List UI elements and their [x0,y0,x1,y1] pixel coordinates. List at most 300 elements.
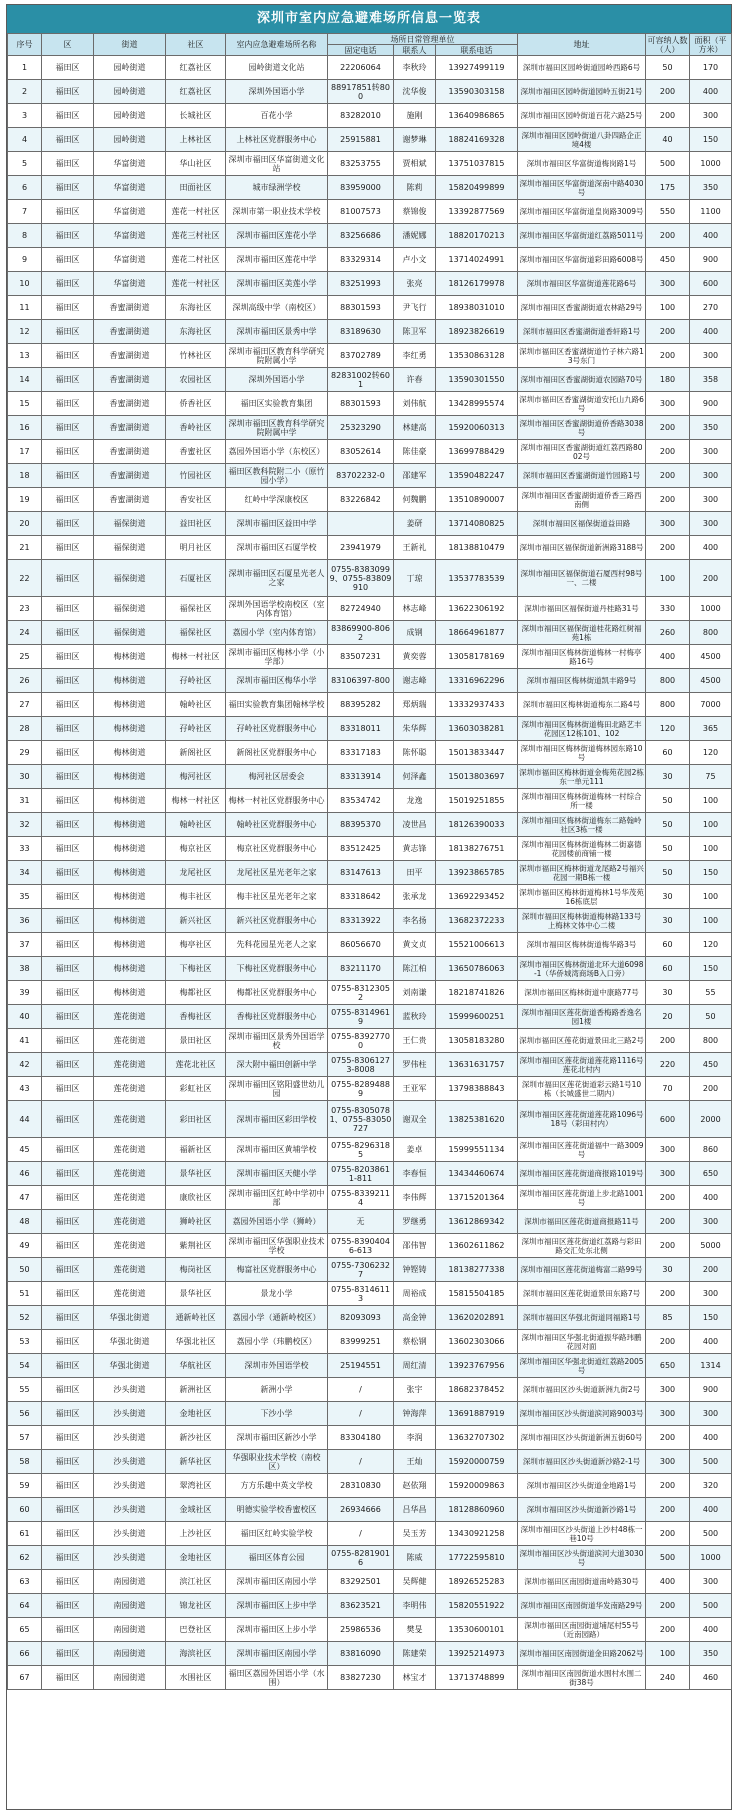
cell-shelter-name: 先科花园星光老人之家 [226,933,328,957]
cell-contact: 丁琼 [394,560,436,597]
table-row [8,693,732,717]
cell-mobile: 13058183280 [436,1029,518,1053]
cell-district: 福田区 [42,909,94,933]
cell-mobile: 13590303158 [436,80,518,104]
table-row [8,885,732,909]
cell-district: 福田区 [42,1642,94,1666]
cell-address: 深圳市福田区沙头街道滨河路9003号 [518,1402,646,1426]
cell-community: 孖岭社区 [166,669,226,693]
cell-area: 75 [690,765,732,789]
table-row [8,1077,732,1101]
cell-capacity: 200 [646,464,690,488]
cell-community: 上林社区 [166,128,226,152]
cell-mobile: 13798388843 [436,1077,518,1101]
cell-capacity: 200 [646,1186,690,1210]
cell-shelter-name: 梅河社区居委会 [226,765,328,789]
cell-shelter-name: 荔园小学（室内体育馆） [226,621,328,645]
cell-phone: 28310830 [328,1474,394,1498]
cell-community: 莲花二村社区 [166,248,226,272]
cell-address: 深圳市福田区香蜜湖街道竹园路1号 [518,464,646,488]
cell-contact: 姜卓 [394,1138,436,1162]
cell-community: 香蜜社区 [166,440,226,464]
cell-mobile: 15920000759 [436,1450,518,1474]
cell-contact: 陈怀聪 [394,741,436,765]
cell-no: 4 [8,128,42,152]
cell-address: 深圳市福田区华富街道梅岗路1号 [518,152,646,176]
cell-no: 41 [8,1029,42,1053]
cell-street: 梅林街道 [94,885,166,909]
table-row [8,765,732,789]
cell-area: 100 [690,909,732,933]
cell-phone: 83999251 [328,1330,394,1354]
cell-community: 下梅社区 [166,957,226,981]
cell-no: 25 [8,645,42,669]
cell-phone: 82831002转601 [328,368,394,392]
cell-address: 深圳市福田区莲花街道上步北路1001号 [518,1186,646,1210]
cell-contact: 朱华辉 [394,717,436,741]
cell-phone: 0755-82819016 [328,1546,394,1570]
cell-community: 梅河社区 [166,765,226,789]
cell-mobile: 13925214973 [436,1642,518,1666]
cell-capacity: 200 [646,1594,690,1618]
cell-no: 7 [8,200,42,224]
cell-address: 深圳市福田区沙头街道新洲五街60号 [518,1426,646,1450]
cell-district: 福田区 [42,1029,94,1053]
cell-no: 63 [8,1570,42,1594]
cell-capacity: 650 [646,1354,690,1378]
cell-area: 170 [690,56,732,80]
cell-capacity: 200 [646,1282,690,1306]
cell-no: 67 [8,1666,42,1690]
cell-area: 150 [690,128,732,152]
cell-capacity: 30 [646,909,690,933]
cell-area: 300 [690,464,732,488]
cell-area: 400 [690,1330,732,1354]
cell-community: 莲花三村社区 [166,224,226,248]
cell-address: 深圳市福田区福保街道新洲路3188号 [518,536,646,560]
cell-street: 莲花街道 [94,1282,166,1306]
cell-no: 47 [8,1186,42,1210]
cell-no: 46 [8,1162,42,1186]
cell-contact: 刘伟航 [394,392,436,416]
cell-shelter-name: 深圳外国语学校南校区（室内体育馆） [226,597,328,621]
header-community: 社区 [166,34,226,56]
cell-contact: 林志峰 [394,597,436,621]
cell-district: 福田区 [42,1618,94,1642]
cell-contact: 沈华俊 [394,80,436,104]
cell-community: 彩虹社区 [166,1077,226,1101]
table-row [8,152,732,176]
cell-mobile: 13602303066 [436,1330,518,1354]
cell-phone: 0755-83392114 [328,1186,394,1210]
cell-contact: 蓝秋玲 [394,1005,436,1029]
cell-shelter-name: 新洲小学 [226,1378,328,1402]
cell-street: 梅林街道 [94,765,166,789]
cell-address: 深圳市福田区莲花街道商报路1019号 [518,1162,646,1186]
cell-district: 福田区 [42,1522,94,1546]
cell-no: 44 [8,1101,42,1138]
cell-mobile: 13632707302 [436,1426,518,1450]
cell-no: 54 [8,1354,42,1378]
cell-community: 景田社区 [166,1029,226,1053]
table-row [8,1354,732,1378]
cell-no: 61 [8,1522,42,1546]
cell-capacity: 200 [646,1618,690,1642]
cell-capacity: 200 [646,488,690,512]
cell-community: 梅都社区 [166,981,226,1005]
cell-community: 东海社区 [166,320,226,344]
cell-shelter-name: 深圳市福田区黄埔学校 [226,1138,328,1162]
cell-contact: 李伟辉 [394,1186,436,1210]
cell-phone: 83329314 [328,248,394,272]
cell-contact: 尹飞行 [394,296,436,320]
cell-contact: 吴辉健 [394,1570,436,1594]
cell-district: 福田区 [42,368,94,392]
cell-street: 福保街道 [94,597,166,621]
cell-phone: 88301593 [328,392,394,416]
cell-area: 300 [690,1282,732,1306]
table-row [8,368,732,392]
cell-community: 福保社区 [166,621,226,645]
cell-phone: 83106397-800 [328,669,394,693]
table-row [8,669,732,693]
cell-mobile: 13434460674 [436,1162,518,1186]
cell-contact: 钟海萍 [394,1402,436,1426]
cell-address: 深圳市福田区莲花街道香梅路香逸名园1楼 [518,1005,646,1029]
cell-mobile: 13430921258 [436,1522,518,1546]
cell-no: 43 [8,1077,42,1101]
cell-capacity: 300 [646,1138,690,1162]
cell-address: 深圳市福田区莲花街道福中一路3009号 [518,1138,646,1162]
page-title: 深圳市室内应急避难场所信息一览表 [7,5,731,33]
cell-mobile: 18138810479 [436,536,518,560]
table-row [8,933,732,957]
cell-contact: 林宝才 [394,1666,436,1690]
cell-address: 深圳市福田区沙头街道新沙路1号 [518,1498,646,1522]
cell-district: 福田区 [42,1474,94,1498]
cell-capacity: 200 [646,1234,690,1258]
cell-street: 莲花街道 [94,1029,166,1053]
cell-community: 龙尾社区 [166,861,226,885]
cell-no: 2 [8,80,42,104]
cell-mobile: 13612869342 [436,1210,518,1234]
cell-district: 福田区 [42,1053,94,1077]
cell-area: 2000 [690,1101,732,1138]
cell-district: 福田区 [42,1498,94,1522]
cell-phone: 0755-83904046-613 [328,1234,394,1258]
cell-community: 香梅社区 [166,1005,226,1029]
cell-no: 62 [8,1546,42,1570]
cell-no: 12 [8,320,42,344]
cell-district: 福田区 [42,813,94,837]
cell-mobile: 13751037815 [436,152,518,176]
cell-area: 400 [690,536,732,560]
table-row [8,1402,732,1426]
cell-district: 福田区 [42,957,94,981]
cell-shelter-name: 深圳市福田区石厦星光老人之家 [226,560,328,597]
cell-contact: 陈卫军 [394,320,436,344]
cell-mobile: 13682372233 [436,909,518,933]
cell-community: 梅林一村社区 [166,645,226,669]
cell-capacity: 300 [646,1378,690,1402]
cell-shelter-name: 深圳市福田区梅林小学（小学部） [226,645,328,669]
cell-community: 锦龙社区 [166,1594,226,1618]
cell-community: 康欣社区 [166,1186,226,1210]
cell-address: 深圳市福田区梅林街道金梅苑花园2栋东一单元111 [518,765,646,789]
cell-mobile: 15820551922 [436,1594,518,1618]
cell-address: 深圳市福田区梅林街道凯丰路9号 [518,669,646,693]
cell-district: 福田区 [42,1450,94,1474]
cell-address: 深圳市福田区梅林街道梅东二路翰岭社区3栋一楼 [518,813,646,837]
cell-mobile: 13927499119 [436,56,518,80]
cell-street: 园岭街道 [94,128,166,152]
cell-contact: 张承龙 [394,885,436,909]
cell-area: 4500 [690,645,732,669]
cell-no: 42 [8,1053,42,1077]
cell-capacity: 200 [646,440,690,464]
header-address: 地址 [518,34,646,56]
cell-contact: 蔡锦俊 [394,200,436,224]
cell-community: 翠湾社区 [166,1474,226,1498]
cell-phone: 88301593 [328,296,394,320]
cell-mobile: 13590482247 [436,464,518,488]
cell-mobile: 13650786063 [436,957,518,981]
cell-street: 南园街道 [94,1570,166,1594]
cell-capacity: 30 [646,765,690,789]
cell-mobile: 18218741826 [436,981,518,1005]
cell-address: 深圳市福田区南园街道金田路2062号 [518,1642,646,1666]
cell-phone: 83052614 [328,440,394,464]
cell-shelter-name: 深圳市福田区美莲小学 [226,272,328,296]
cell-shelter-name: 深圳外国语小学 [226,368,328,392]
cell-capacity: 30 [646,885,690,909]
table-row [8,1330,732,1354]
cell-street: 梅林街道 [94,837,166,861]
cell-shelter-name: 荔园小学（通新岭校区） [226,1306,328,1330]
cell-address: 深圳市福田区梅林街道梅林园东路10号 [518,741,646,765]
cell-community: 通新岭社区 [166,1306,226,1330]
cell-no: 11 [8,296,42,320]
cell-mobile: 18820170213 [436,224,518,248]
cell-no: 34 [8,861,42,885]
cell-contact: 龙逸 [394,789,436,813]
table-row [8,717,732,741]
cell-address: 深圳市福田区梅林街道梅林一村综合所一楼 [518,789,646,813]
cell-no: 66 [8,1642,42,1666]
cell-contact: 钟铿铸 [394,1258,436,1282]
cell-capacity: 200 [646,1330,690,1354]
cell-mobile: 15999551134 [436,1138,518,1162]
cell-capacity: 300 [646,1162,690,1186]
cell-capacity: 85 [646,1306,690,1330]
cell-street: 莲花街道 [94,1138,166,1162]
cell-community: 侨香社区 [166,392,226,416]
cell-contact: 谢志峰 [394,669,436,693]
cell-phone: 83534742 [328,789,394,813]
cell-contact: 李名扬 [394,909,436,933]
cell-community: 新阁社区 [166,741,226,765]
cell-no: 40 [8,1005,42,1029]
cell-address: 深圳市福田区园岭街道园岭五街21号 [518,80,646,104]
cell-phone: 82093093 [328,1306,394,1330]
cell-no: 26 [8,669,42,693]
cell-capacity: 600 [646,1101,690,1138]
cell-mobile: 18126390033 [436,813,518,837]
cell-street: 沙头街道 [94,1522,166,1546]
cell-mobile: 15920060313 [436,416,518,440]
table-row [8,248,732,272]
cell-area: 1314 [690,1354,732,1378]
cell-area: 1000 [690,152,732,176]
cell-capacity: 800 [646,693,690,717]
cell-street: 梅林街道 [94,909,166,933]
cell-no: 60 [8,1498,42,1522]
cell-street: 华富街道 [94,176,166,200]
cell-address: 深圳市福田区园岭街道园岭西路6号 [518,56,646,80]
table-row [8,1282,732,1306]
cell-shelter-name: 福田区红岭实验学校 [226,1522,328,1546]
cell-capacity: 800 [646,669,690,693]
cell-mobile: 18923826619 [436,320,518,344]
cell-street: 梅林街道 [94,957,166,981]
cell-phone: 22206064 [328,56,394,80]
cell-no: 49 [8,1234,42,1258]
cell-no: 9 [8,248,42,272]
cell-area: 860 [690,1138,732,1162]
table-row [8,741,732,765]
cell-shelter-name: 福田区实验教育集团 [226,392,328,416]
cell-no: 51 [8,1282,42,1306]
cell-area: 400 [690,1618,732,1642]
cell-capacity: 50 [646,813,690,837]
cell-phone: 83623521 [328,1594,394,1618]
cell-area: 1000 [690,1546,732,1570]
table-row [8,861,732,885]
table-row [8,1101,732,1138]
cell-district: 福田区 [42,272,94,296]
cell-contact: 陈建荣 [394,1642,436,1666]
cell-area: 900 [690,248,732,272]
cell-no: 3 [8,104,42,128]
cell-address: 深圳市福田区福保街道桂花路红树福苑1栋 [518,621,646,645]
cell-community: 香岭社区 [166,416,226,440]
header-phone: 固定电话 [328,45,394,56]
cell-shelter-name: 深圳市外国语学校 [226,1354,328,1378]
cell-address: 深圳市福田区沙头街道滨河大道3030号 [518,1546,646,1570]
cell-district: 福田区 [42,1402,94,1426]
cell-capacity: 200 [646,344,690,368]
cell-district: 福田区 [42,1330,94,1354]
cell-phone: 0755-82963185 [328,1138,394,1162]
cell-contact: 卢小文 [394,248,436,272]
cell-phone: 83226842 [328,488,394,512]
table-row [8,320,732,344]
cell-mobile: 13428995574 [436,392,518,416]
cell-no: 59 [8,1474,42,1498]
cell-district: 福田区 [42,741,94,765]
cell-contact: 罗伟柱 [394,1053,436,1077]
cell-contact: 王灿 [394,1450,436,1474]
cell-capacity: 200 [646,536,690,560]
cell-district: 福田区 [42,645,94,669]
cell-district: 福田区 [42,1162,94,1186]
cell-address: 深圳市福田区福保街道丹桂路31号 [518,597,646,621]
table-row [8,1053,732,1077]
cell-no: 19 [8,488,42,512]
cell-district: 福田区 [42,104,94,128]
cell-district: 福田区 [42,621,94,645]
cell-street: 梅林街道 [94,813,166,837]
cell-district: 福田区 [42,981,94,1005]
cell-community: 梅亭社区 [166,933,226,957]
cell-shelter-name: 福田区荔园外国语小学（水围） [226,1666,328,1690]
cell-no: 24 [8,621,42,645]
cell-phone: 25915881 [328,128,394,152]
cell-community: 孖岭社区 [166,717,226,741]
cell-contact: 李明伟 [394,1594,436,1618]
cell-address: 深圳市福田区梅林街道梅林二街嘉德花园楼前商铺一楼 [518,837,646,861]
cell-street: 莲花街道 [94,1053,166,1077]
cell-capacity: 240 [646,1666,690,1690]
cell-mobile: 13714080825 [436,512,518,536]
cell-area: 600 [690,272,732,296]
cell-area: 300 [690,104,732,128]
cell-street: 华富街道 [94,200,166,224]
cell-shelter-name: 深圳市福田区梅华小学 [226,669,328,693]
cell-community: 金地社区 [166,1402,226,1426]
cell-phone: 83251993 [328,272,394,296]
cell-address: 深圳市福田区梅林街道梅林1号华茂苑16栋底层 [518,885,646,909]
cell-street: 莲花街道 [94,1234,166,1258]
cell-phone: / [328,1378,394,1402]
cell-address: 深圳市福田区梅林街道梅林一村梅亭路16号 [518,645,646,669]
cell-contact: 陈江柏 [394,957,436,981]
cell-district: 福田区 [42,717,94,741]
cell-area: 1100 [690,200,732,224]
cell-contact: 陈莉 [394,176,436,200]
cell-address: 深圳市福田区香蜜湖街道安托山九路6号 [518,392,646,416]
cell-street: 莲花街道 [94,1258,166,1282]
cell-street: 香蜜湖街道 [94,488,166,512]
table-row [8,1138,732,1162]
table-row [8,1642,732,1666]
cell-community: 海滨社区 [166,1642,226,1666]
cell-mobile: 15820499899 [436,176,518,200]
cell-phone: 0755-82894889 [328,1077,394,1101]
cell-shelter-name: 孖岭社区党群服务中心 [226,717,328,741]
cell-phone: 88917851转800 [328,80,394,104]
table-row [8,1546,732,1570]
cell-shelter-name: 深圳高级中学（南校区） [226,296,328,320]
table-row [8,981,732,1005]
cell-area: 500 [690,1450,732,1474]
cell-district: 福田区 [42,765,94,789]
cell-address: 深圳市福田区莲花街道莲花路1116号莲花北村内 [518,1053,646,1077]
cell-address: 深圳市福田区南园街道水围村水围二街38号 [518,1666,646,1690]
cell-contact: 谢双全 [394,1101,436,1138]
cell-mobile: 13530600101 [436,1618,518,1642]
cell-area: 800 [690,621,732,645]
cell-capacity: 20 [646,1005,690,1029]
cell-shelter-name: 下梅社区党群服务中心 [226,957,328,981]
cell-shelter-name: 城市绿洲学校 [226,176,328,200]
cell-phone: 83147613 [328,861,394,885]
cell-phone: 81007573 [328,200,394,224]
cell-no: 8 [8,224,42,248]
table-row [8,296,732,320]
cell-street: 华强北街道 [94,1306,166,1330]
cell-shelter-name: 下沙小学 [226,1402,328,1426]
